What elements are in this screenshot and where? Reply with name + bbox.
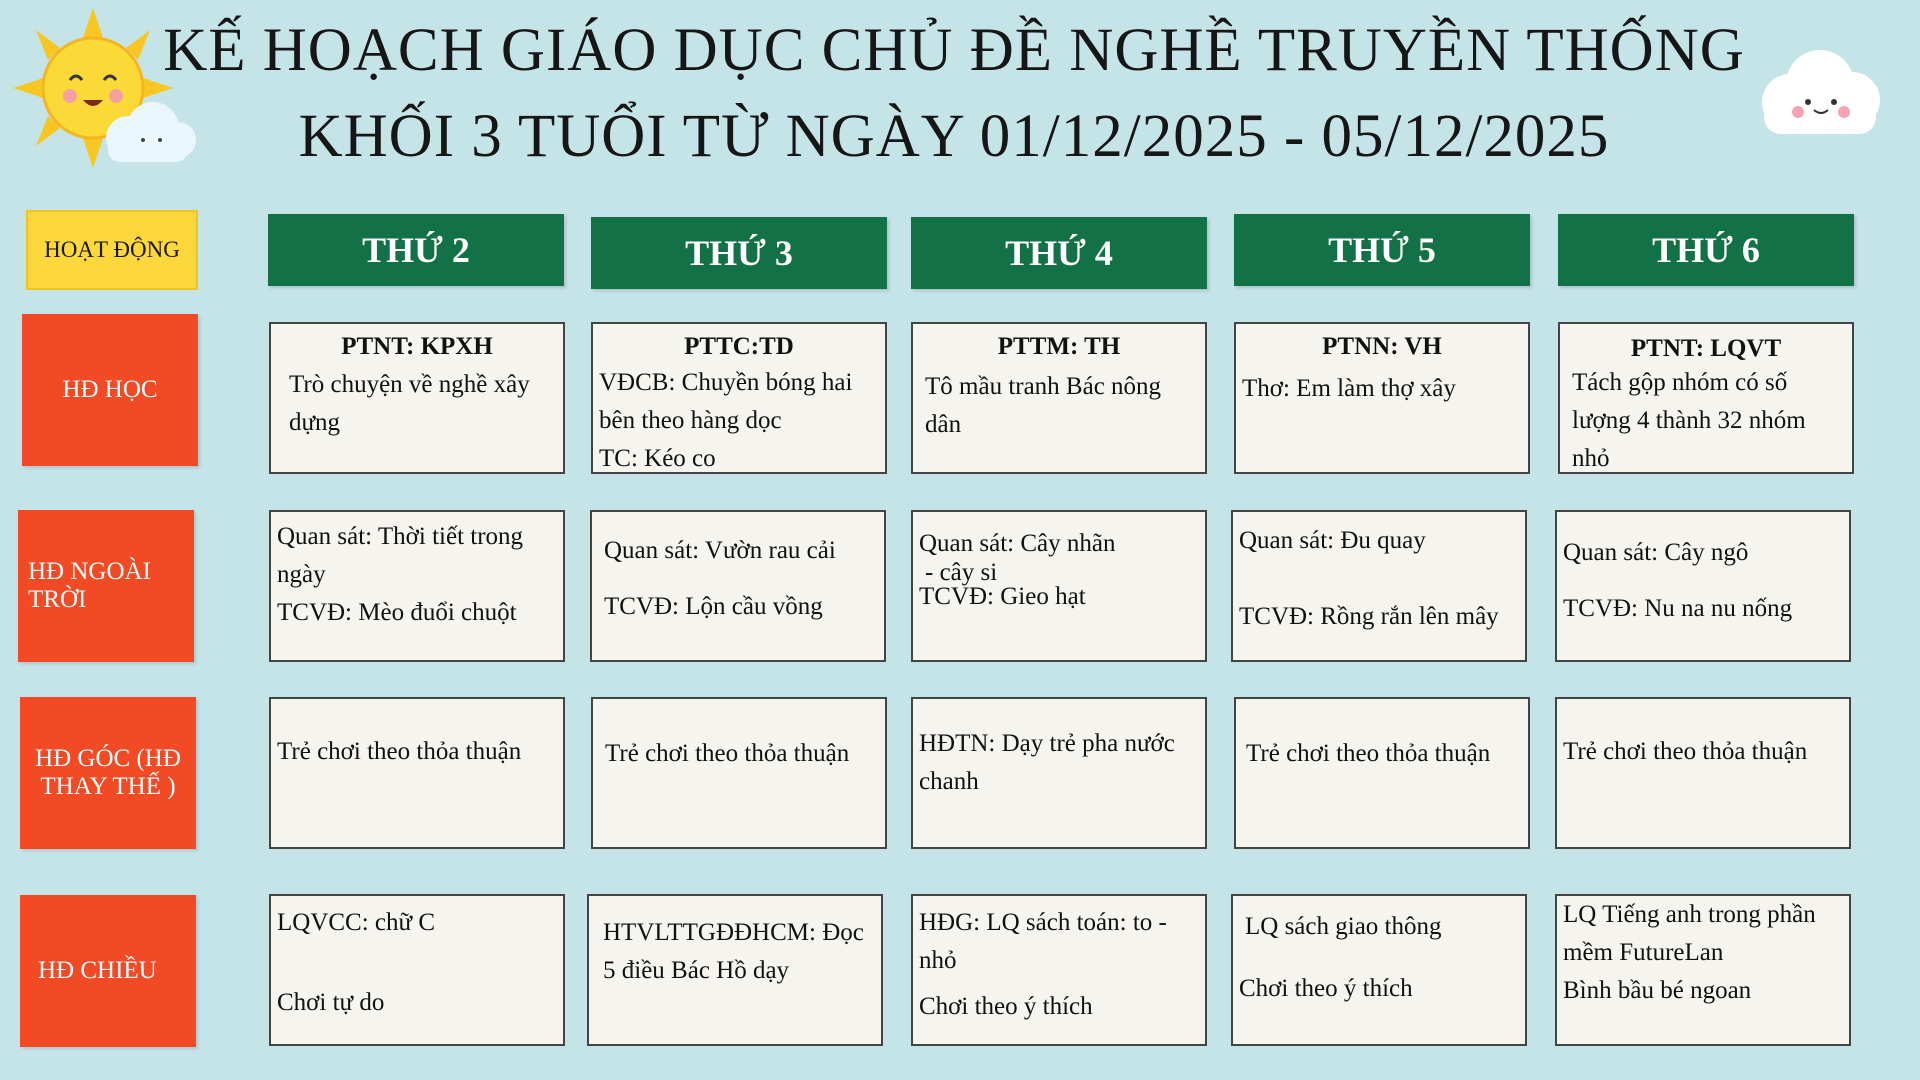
row-label-chieu bbox=[20, 895, 196, 1047]
cell-chieu-wed bbox=[911, 894, 1207, 1046]
cell-hoc-wed bbox=[911, 322, 1207, 474]
cell-hoc-tue bbox=[591, 322, 887, 474]
cell-line: Tách gộp nhóm có số lượng 4 thành 32 nhóm nhỏ bbox=[1572, 369, 1806, 472]
cell-line: Tô mầu tranh Bác nông dân bbox=[925, 373, 1162, 438]
day-header-mon: THỨ 2 bbox=[268, 214, 564, 286]
cell-line: Thơ: Em làm thợ xây bbox=[1242, 375, 1456, 402]
cell-ngoai-troi-thu bbox=[1231, 510, 1527, 662]
cell-title: PTNT: LQVT bbox=[1630, 335, 1782, 362]
cell-goc-mon bbox=[269, 697, 565, 849]
cell-line: TC: Kéo co bbox=[599, 445, 716, 472]
cell-line: HĐTN: Dạy trẻ pha nước chanh bbox=[919, 730, 1175, 795]
cell-line: Quan sát: Đu quay bbox=[1239, 527, 1426, 554]
cell-line: Chơi theo ý thích bbox=[919, 993, 1093, 1020]
cell-title: PTTC:TD bbox=[684, 333, 794, 360]
cell-goc-tue bbox=[591, 697, 887, 849]
row-label-text: HĐ GÓC (HĐ THAY THẾ ) bbox=[35, 745, 181, 800]
page-subtitle: KHỐI 3 TUỔI TỪ NGÀY 01/12/2025 - 05/12/2025 bbox=[298, 103, 1610, 170]
row-label-text: HĐ NGOÀI TRỜI bbox=[28, 558, 151, 613]
cell-line: LQ sách giao thông bbox=[1245, 913, 1442, 940]
cell-title: PTTM: TH bbox=[997, 333, 1121, 360]
cell-line: Bình bầu bé ngoan bbox=[1563, 977, 1752, 1004]
cell-hoc-mon bbox=[269, 322, 565, 474]
cell-line: TCVĐ: Nu na nu nống bbox=[1563, 595, 1793, 622]
cell-line: Quan sát: Thời tiết trong ngày bbox=[277, 523, 524, 588]
cell-goc-wed bbox=[911, 697, 1207, 849]
row-label-hoc bbox=[22, 314, 198, 466]
cell-line: Quan sát: Cây ngô bbox=[1563, 539, 1749, 566]
cell-line: Trò chuyện về nghề xây dựng bbox=[289, 371, 530, 436]
cell-line: Quan sát: Vườn rau cải bbox=[604, 537, 836, 564]
day-header-wed: THỨ 4 bbox=[911, 217, 1207, 289]
cell-line: Trẻ chơi theo thỏa thuận bbox=[1563, 738, 1808, 765]
cell-chieu-fri bbox=[1555, 894, 1851, 1046]
cell-ngoai-troi-fri bbox=[1555, 510, 1851, 662]
activity-header: HOẠT ĐỘNG bbox=[26, 210, 198, 290]
cell-hoc-fri bbox=[1558, 322, 1854, 474]
cell-line: - cây si bbox=[925, 559, 998, 586]
cell-line: TCVĐ: Mèo đuổi chuột bbox=[277, 599, 517, 626]
cell-hoc-thu bbox=[1234, 322, 1530, 474]
cell-ngoai-troi-tue bbox=[590, 510, 886, 662]
cell-line: LQ Tiếng anh trong phần mềm FutureLan bbox=[1563, 901, 1816, 966]
day-header-tue: THỨ 3 bbox=[591, 217, 887, 289]
cell-title: PTNT: KPXH bbox=[341, 333, 493, 360]
cell-line: Trẻ chơi theo thỏa thuận bbox=[1246, 740, 1491, 767]
cell-chieu-tue bbox=[587, 894, 883, 1046]
cell-line: Quan sát: Cây nhãn bbox=[919, 530, 1116, 557]
row-label-ngoai-troi bbox=[18, 510, 194, 662]
cell-line: Chơi theo ý thích bbox=[1239, 975, 1413, 1002]
day-header-fri: THỨ 6 bbox=[1558, 214, 1854, 286]
cell-goc-thu bbox=[1234, 697, 1530, 849]
row-label-text: HĐ HỌC bbox=[62, 376, 158, 403]
cell-line: TCVĐ: Gieo hạt bbox=[919, 583, 1086, 610]
cell-ngoai-troi-mon bbox=[269, 510, 565, 662]
cell-line: HTVLTTGĐĐHCM: Đọc 5 điều Bác Hồ dạy bbox=[603, 919, 864, 984]
row-label-goc bbox=[20, 697, 196, 849]
cell-line: Trẻ chơi theo thỏa thuận bbox=[277, 738, 522, 765]
row-label-text: HĐ CHIỀU bbox=[38, 957, 157, 984]
cell-goc-fri bbox=[1555, 697, 1851, 849]
cell-line: HĐG: LQ sách toán: to - nhỏ bbox=[919, 909, 1167, 974]
cell-line: Trẻ chơi theo thỏa thuận bbox=[605, 740, 850, 767]
day-header-thu: THỨ 5 bbox=[1234, 214, 1530, 286]
cell-ngoai-troi-wed bbox=[911, 510, 1207, 662]
cell-chieu-mon bbox=[269, 894, 565, 1046]
cell-line: VĐCB: Chuyền bóng hai bên theo hàng dọc bbox=[599, 369, 853, 434]
page-title: KẾ HOẠCH GIÁO DỤC CHỦ ĐỀ NGHỀ TRUYỀN THỐNG bbox=[163, 17, 1745, 84]
cell-title: PTNN: VH bbox=[1322, 333, 1442, 360]
cell-line: Chơi tự do bbox=[277, 989, 385, 1016]
cell-line: LQVCC: chữ C bbox=[277, 909, 435, 936]
cell-line: TCVĐ: Lộn cầu vồng bbox=[604, 593, 823, 620]
cell-line: TCVĐ: Rồng rắn lên mây bbox=[1239, 603, 1499, 630]
cell-chieu-thu bbox=[1231, 894, 1527, 1046]
